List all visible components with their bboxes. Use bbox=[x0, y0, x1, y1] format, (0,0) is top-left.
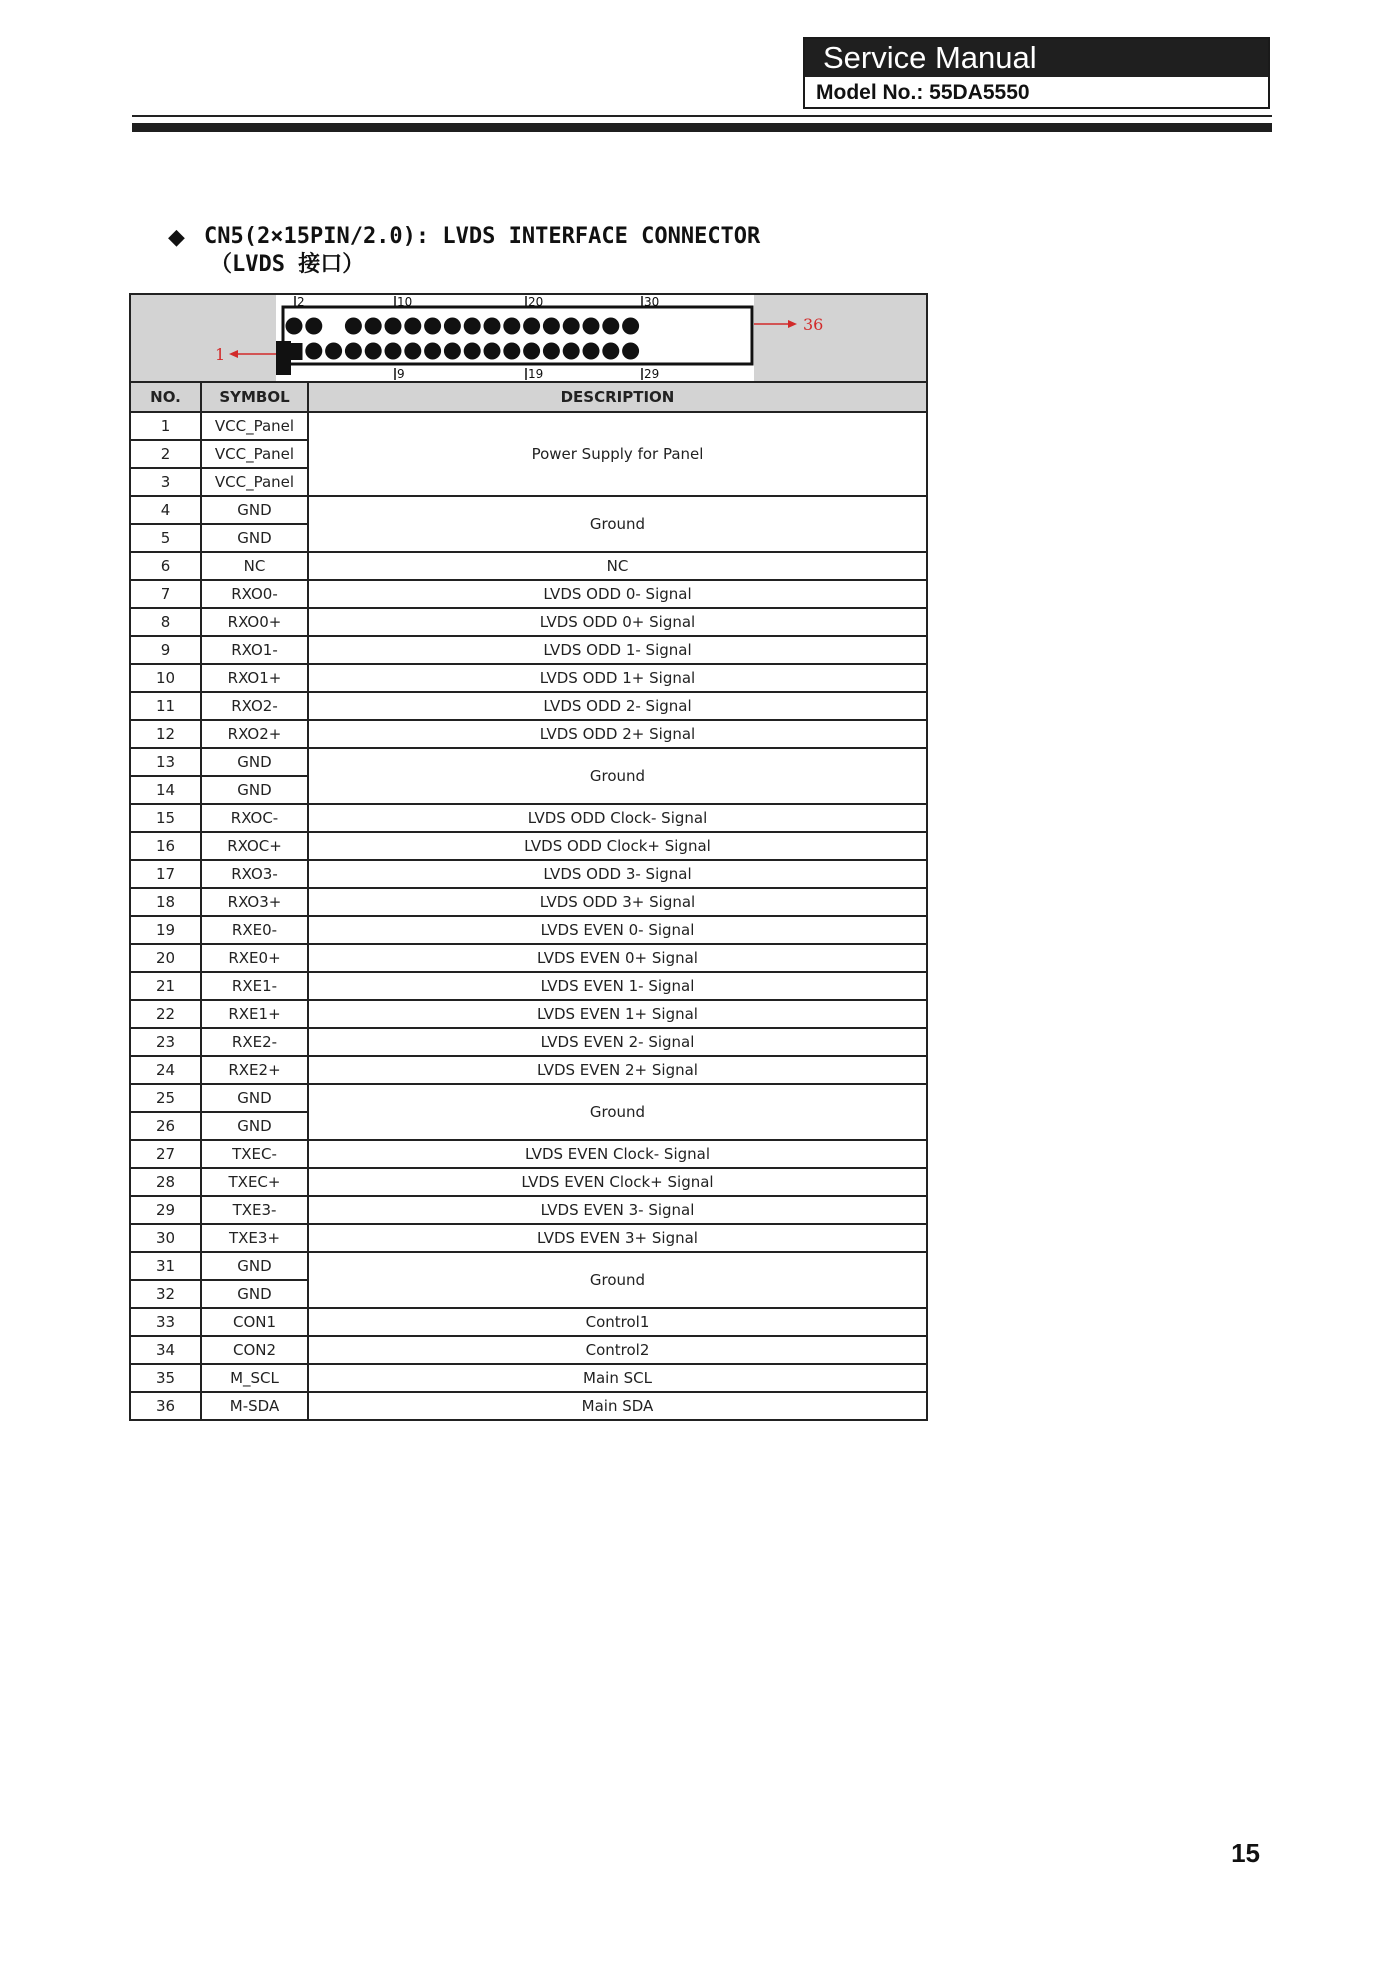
table-row bbox=[130, 1336, 927, 1364]
pin-description: LVDS EVEN 0- Signal bbox=[308, 916, 927, 944]
pin-symbol: GND bbox=[201, 748, 308, 776]
pin-number: 17 bbox=[130, 860, 201, 888]
pin-description: Ground bbox=[308, 1084, 927, 1140]
pin-table-body bbox=[130, 412, 927, 1420]
pin-symbol: TXE3- bbox=[201, 1196, 308, 1224]
table-row bbox=[130, 664, 927, 692]
pin-description: LVDS EVEN 2+ Signal bbox=[308, 1056, 927, 1084]
table-row bbox=[130, 692, 927, 720]
column-header-symbol: SYMBOL bbox=[201, 382, 308, 412]
connector-pin bbox=[622, 318, 639, 335]
table-row bbox=[130, 1168, 927, 1196]
pin-description: LVDS ODD Clock- Signal bbox=[308, 804, 927, 832]
connector-pin bbox=[484, 318, 501, 335]
table-row bbox=[130, 972, 927, 1000]
pin-description: LVDS EVEN 0+ Signal bbox=[308, 944, 927, 972]
pin-symbol: RXOC+ bbox=[201, 832, 308, 860]
pin-number: 26 bbox=[130, 1112, 201, 1140]
table-row bbox=[130, 1056, 927, 1084]
table-row bbox=[130, 804, 927, 832]
pin-tick-label: 2 bbox=[297, 295, 305, 309]
table-row bbox=[130, 1084, 927, 1112]
pin-description: LVDS ODD 0+ Signal bbox=[308, 608, 927, 636]
pin-number: 18 bbox=[130, 888, 201, 916]
pin36-label: 36 bbox=[803, 315, 824, 334]
pin-description: Power Supply for Panel bbox=[308, 412, 927, 496]
pin-tick-label: 9 bbox=[397, 367, 405, 381]
pin-symbol: GND bbox=[201, 1252, 308, 1280]
section-title: CN5(2×15PIN/2.0): LVDS INTERFACE CONNECTOR bbox=[204, 224, 761, 249]
pin-description: LVDS EVEN 3- Signal bbox=[308, 1196, 927, 1224]
pin-tick-label: 20 bbox=[528, 295, 544, 309]
table-row bbox=[130, 552, 927, 580]
connector-pin bbox=[583, 343, 600, 360]
connector-pin bbox=[345, 318, 362, 335]
table-row bbox=[130, 720, 927, 748]
connector-pin bbox=[503, 343, 520, 360]
pin-number: 35 bbox=[130, 1364, 201, 1392]
pin-table bbox=[129, 381, 928, 1421]
table-row bbox=[130, 496, 927, 524]
pin-description: Main SCL bbox=[308, 1364, 927, 1392]
connector-pin bbox=[305, 318, 322, 335]
pin-number: 32 bbox=[130, 1280, 201, 1308]
pin-symbol: M-SDA bbox=[201, 1392, 308, 1420]
connector-pin bbox=[286, 318, 303, 335]
pin-description: LVDS EVEN 3+ Signal bbox=[308, 1224, 927, 1252]
pin1-label: 1 bbox=[215, 345, 226, 364]
pin-symbol: VCC_Panel bbox=[201, 468, 308, 496]
pin-symbol: GND bbox=[201, 496, 308, 524]
table-row bbox=[130, 1000, 927, 1028]
connector-pin bbox=[464, 343, 481, 360]
pin-number: 7 bbox=[130, 580, 201, 608]
pin-tick-label: 19 bbox=[528, 367, 544, 381]
pin-description: LVDS ODD 3+ Signal bbox=[308, 888, 927, 916]
table-row bbox=[130, 1308, 927, 1336]
column-header-description: DESCRIPTION bbox=[308, 382, 927, 412]
pin-symbol: VCC_Panel bbox=[201, 440, 308, 468]
connector-pin bbox=[464, 318, 481, 335]
pin-symbol: RXE2+ bbox=[201, 1056, 308, 1084]
pin-symbol: CON2 bbox=[201, 1336, 308, 1364]
pin-description: Ground bbox=[308, 1252, 927, 1308]
header-rule-thick bbox=[132, 123, 1272, 132]
pin-number: 27 bbox=[130, 1140, 201, 1168]
pin-description: LVDS ODD 2+ Signal bbox=[308, 720, 927, 748]
column-header-no: NO. bbox=[130, 382, 201, 412]
pin-symbol: RXE1- bbox=[201, 972, 308, 1000]
pin-number: 5 bbox=[130, 524, 201, 552]
pin-description: LVDS ODD 3- Signal bbox=[308, 860, 927, 888]
pin-number: 11 bbox=[130, 692, 201, 720]
pin-symbol: RXO2- bbox=[201, 692, 308, 720]
table-row bbox=[130, 1196, 927, 1224]
pin-description: Main SDA bbox=[308, 1392, 927, 1420]
page-number: 15 bbox=[1231, 1838, 1260, 1868]
pin-symbol: TXEC- bbox=[201, 1140, 308, 1168]
header-rule-thin bbox=[132, 115, 1272, 117]
pin-number: 1 bbox=[130, 412, 201, 440]
connector-pin bbox=[365, 343, 382, 360]
connector-pin bbox=[404, 318, 421, 335]
connector-pin bbox=[424, 318, 441, 335]
connector-pin bbox=[325, 343, 342, 360]
pin-number: 8 bbox=[130, 608, 201, 636]
table-row bbox=[130, 608, 927, 636]
pin-description: LVDS ODD 2- Signal bbox=[308, 692, 927, 720]
pin-number: 30 bbox=[130, 1224, 201, 1252]
pin-description: LVDS EVEN 1- Signal bbox=[308, 972, 927, 1000]
table-row bbox=[130, 1392, 927, 1420]
pin-number: 15 bbox=[130, 804, 201, 832]
pin-symbol: RXO0- bbox=[201, 580, 308, 608]
pin-number: 23 bbox=[130, 1028, 201, 1056]
pin-tick-label: 10 bbox=[397, 295, 413, 309]
pin1-arrowhead bbox=[229, 350, 238, 358]
pin-symbol: CON1 bbox=[201, 1308, 308, 1336]
diamond-bullet-icon: ◆ bbox=[168, 225, 185, 250]
table-row bbox=[130, 1224, 927, 1252]
pin-symbol: TXEC+ bbox=[201, 1168, 308, 1196]
connector-pin bbox=[286, 343, 303, 360]
connector-pin bbox=[484, 343, 501, 360]
connector-pin bbox=[622, 343, 639, 360]
pin-number: 25 bbox=[130, 1084, 201, 1112]
pin-number: 28 bbox=[130, 1168, 201, 1196]
pin-description: Control2 bbox=[308, 1336, 927, 1364]
pin36-arrowhead bbox=[788, 320, 797, 328]
connector-pin bbox=[563, 318, 580, 335]
pin-symbol: GND bbox=[201, 1280, 308, 1308]
pin-symbol: VCC_Panel bbox=[201, 412, 308, 440]
pin-number: 36 bbox=[130, 1392, 201, 1420]
pin-description: LVDS ODD Clock+ Signal bbox=[308, 832, 927, 860]
pin-number: 21 bbox=[130, 972, 201, 1000]
pin-symbol: RXE2- bbox=[201, 1028, 308, 1056]
pin-number: 22 bbox=[130, 1000, 201, 1028]
table-row bbox=[130, 636, 927, 664]
connector-pin bbox=[404, 343, 421, 360]
table-row bbox=[130, 412, 927, 440]
pin-symbol: M_SCL bbox=[201, 1364, 308, 1392]
pin-symbol: RXO3+ bbox=[201, 888, 308, 916]
connector-pin bbox=[424, 343, 441, 360]
pin-symbol: RXOC- bbox=[201, 804, 308, 832]
pin-description: Control1 bbox=[308, 1308, 927, 1336]
pin-symbol: RXE0+ bbox=[201, 944, 308, 972]
connector-pin bbox=[583, 318, 600, 335]
pin-number: 33 bbox=[130, 1308, 201, 1336]
connector-pin bbox=[385, 343, 402, 360]
connector-pin bbox=[543, 318, 560, 335]
pin-table-header-row bbox=[130, 382, 927, 412]
manual-header-box bbox=[803, 37, 1270, 109]
pin-number: 19 bbox=[130, 916, 201, 944]
pin-description: LVDS EVEN Clock+ Signal bbox=[308, 1168, 927, 1196]
table-row bbox=[130, 832, 927, 860]
pin-number: 4 bbox=[130, 496, 201, 524]
connector-pin bbox=[602, 343, 619, 360]
pin-symbol: RXO2+ bbox=[201, 720, 308, 748]
connector-pin bbox=[602, 318, 619, 335]
pin-description: LVDS ODD 1+ Signal bbox=[308, 664, 927, 692]
pin-number: 29 bbox=[130, 1196, 201, 1224]
pin-symbol: TXE3+ bbox=[201, 1224, 308, 1252]
connector-pin bbox=[523, 318, 540, 335]
pin-symbol: RXO0+ bbox=[201, 608, 308, 636]
pin-symbol: GND bbox=[201, 1112, 308, 1140]
pin-description: Ground bbox=[308, 496, 927, 552]
pin-number: 2 bbox=[130, 440, 201, 468]
connector-pin bbox=[503, 318, 520, 335]
connector-pin bbox=[563, 343, 580, 360]
connector-pin bbox=[305, 343, 322, 360]
pin-description: LVDS ODD 0- Signal bbox=[308, 580, 927, 608]
pin-number: 10 bbox=[130, 664, 201, 692]
pin-number: 24 bbox=[130, 1056, 201, 1084]
table-row bbox=[130, 1252, 927, 1280]
connector-pin bbox=[345, 343, 362, 360]
section-subtitle: （LVDS 接口） bbox=[210, 252, 365, 277]
pin-number: 9 bbox=[130, 636, 201, 664]
pin-description: LVDS EVEN 2- Signal bbox=[308, 1028, 927, 1056]
pin-number: 14 bbox=[130, 776, 201, 804]
pin-symbol: RXO1+ bbox=[201, 664, 308, 692]
table-row bbox=[130, 916, 927, 944]
pin-description: LVDS ODD 1- Signal bbox=[308, 636, 927, 664]
pin-number: 13 bbox=[130, 748, 201, 776]
connector-pin bbox=[444, 318, 461, 335]
table-row bbox=[130, 1364, 927, 1392]
pin-number: 31 bbox=[130, 1252, 201, 1280]
table-row bbox=[130, 1028, 927, 1056]
table-row bbox=[130, 748, 927, 776]
table-row bbox=[130, 860, 927, 888]
pin-symbol: RXO3- bbox=[201, 860, 308, 888]
connector-pin bbox=[523, 343, 540, 360]
manual-title: Service Manual bbox=[805, 39, 1268, 77]
table-row bbox=[130, 1140, 927, 1168]
pin-tick-label: 30 bbox=[644, 295, 660, 309]
model-number: Model No.: 55DA5550 bbox=[816, 81, 1030, 104]
pin-number: 3 bbox=[130, 468, 201, 496]
connector-pin bbox=[543, 343, 560, 360]
pin-symbol: RXO1- bbox=[201, 636, 308, 664]
table-row bbox=[130, 580, 927, 608]
connector-diagram bbox=[129, 293, 928, 383]
pin-symbol: GND bbox=[201, 1084, 308, 1112]
pin-description: LVDS EVEN Clock- Signal bbox=[308, 1140, 927, 1168]
pin-description: LVDS EVEN 1+ Signal bbox=[308, 1000, 927, 1028]
pin-number: 6 bbox=[130, 552, 201, 580]
pin-symbol: GND bbox=[201, 776, 308, 804]
pin-number: 16 bbox=[130, 832, 201, 860]
connector-pin bbox=[385, 318, 402, 335]
pin-symbol: RXE1+ bbox=[201, 1000, 308, 1028]
pin-symbol: GND bbox=[201, 524, 308, 552]
table-row bbox=[130, 944, 927, 972]
connector-pin bbox=[365, 318, 382, 335]
pin-number: 20 bbox=[130, 944, 201, 972]
connector-pin bbox=[444, 343, 461, 360]
pin-symbol: RXE0- bbox=[201, 916, 308, 944]
pin-number: 12 bbox=[130, 720, 201, 748]
pin-description: Ground bbox=[308, 748, 927, 804]
pin-symbol: NC bbox=[201, 552, 308, 580]
table-row bbox=[130, 888, 927, 916]
pin-number: 34 bbox=[130, 1336, 201, 1364]
pin-tick-label: 29 bbox=[644, 367, 660, 381]
pin-description: NC bbox=[308, 552, 927, 580]
